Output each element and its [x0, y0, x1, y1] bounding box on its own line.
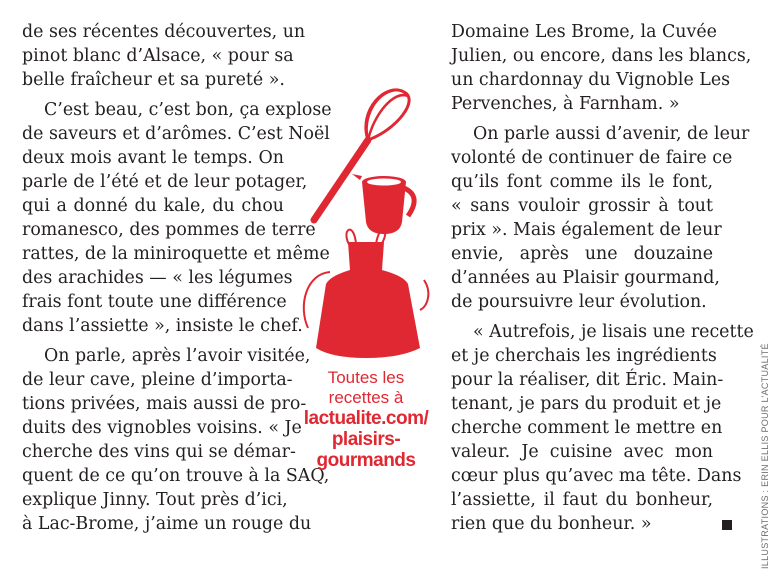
text-line: frais font toute une différence: [22, 292, 287, 312]
text-line: à Lac-Brome, j’aime un rouge du: [22, 514, 312, 534]
paragraph-start: « Autrefois, je lisais une recette: [473, 322, 754, 342]
promo-line: Toutes les: [327, 368, 405, 387]
promo-link[interactable]: plaisirs-: [331, 429, 401, 450]
text-line: explique Jinny. Tout près d’ici,: [22, 490, 288, 510]
text-line: tions privées, mais aussi de pro-: [22, 394, 307, 414]
text-line: de ses récentes découvertes, un: [22, 22, 306, 42]
text-line: [451, 512, 713, 536]
text-line: et je cherchais les ingrédients: [451, 346, 717, 366]
text-line: Pervenches, à Farnham. »: [451, 94, 680, 114]
text-line: qu’ils font comme ils le font,: [451, 172, 713, 192]
article-column-right: [451, 20, 754, 536]
text-line: un chardonnay du Vignoble Les: [451, 70, 731, 90]
text-line: d’années au Plaisir gourmand,: [451, 268, 720, 288]
kitchen-illustration: [296, 70, 436, 360]
text-line: Julien, ou encore, dans les blancs,: [451, 46, 752, 66]
text-line: dans l’assiette », insiste le chef.: [22, 316, 303, 336]
text-line: qui a donné du kale, du chou: [22, 196, 284, 216]
text-line: de poursuivre leur évolution.: [451, 292, 707, 312]
text-line: pour la réaliser, dit Éric. Main-: [451, 370, 724, 390]
illustration-credit: ILLUSTRATIONS : ERIN ELLIS POUR L’ACTUALITÉ: [760, 343, 770, 569]
measuring-cup-icon: [352, 174, 414, 234]
paragraph-start: C’est beau, c’est bon, ça explose: [44, 100, 332, 120]
paragraph-start: On parle aussi d’avenir, de leur: [473, 124, 750, 144]
text-line: cherche comment le mettre en: [451, 418, 723, 438]
text-line: des arachides — « les légumes: [22, 268, 293, 288]
text-line: Domaine Les Brome, la Cuvée: [451, 22, 717, 42]
text-line: pinot blanc d’Alsace, « pour sa: [22, 46, 294, 66]
text-line: envie, après une douzaine: [451, 244, 713, 264]
promo-link[interactable]: gourmands: [316, 450, 416, 471]
text-line: l’assiette, il faut du bonheur,: [451, 490, 713, 510]
text-line: cherche des vins qui se démar-: [22, 442, 296, 462]
text-line: duits des vignobles voisins. « Je: [22, 418, 302, 438]
text-line: volonté de continuer de faire ce: [451, 148, 733, 168]
text-line: valeur. Je cuisine avec mon: [451, 442, 713, 462]
article-column-left: [22, 20, 332, 536]
promo-line: recettes à: [328, 388, 404, 407]
text-line: rattes, de la miniroquette et même: [22, 244, 330, 264]
text-line: parle de l’été et de leur potager,: [22, 172, 308, 192]
text-line: prix ». Mais également de leur: [451, 220, 722, 240]
text-line-content: rien que du bonheur. »: [451, 514, 652, 534]
text-line: de saveurs et d’arômes. C’est Noël: [22, 124, 330, 144]
text-line: quent de ce qu’on trouve à la SAQ,: [22, 466, 330, 486]
promo-link[interactable]: lactualite.com/: [303, 408, 429, 429]
text-line: « sans vouloir grossir à tout: [451, 196, 713, 216]
paragraph-start: On parle, après l’avoir visitée,: [44, 346, 311, 366]
text-line: romanesco, des pommes de terre: [22, 220, 316, 240]
text-line: tenant, je pars du produit et je: [451, 394, 722, 414]
text-line: deux mois avant le temps. On: [22, 148, 284, 168]
text-line: de leur cave, pleine d’importa-: [22, 370, 293, 390]
end-of-article-mark: [722, 520, 732, 530]
apron-icon: [304, 230, 429, 358]
recipes-promo: [296, 368, 436, 471]
text-line: belle fraîcheur et sa pureté ».: [22, 70, 285, 90]
text-line: cœur plus qu’avec ma tête. Dans: [451, 466, 742, 486]
